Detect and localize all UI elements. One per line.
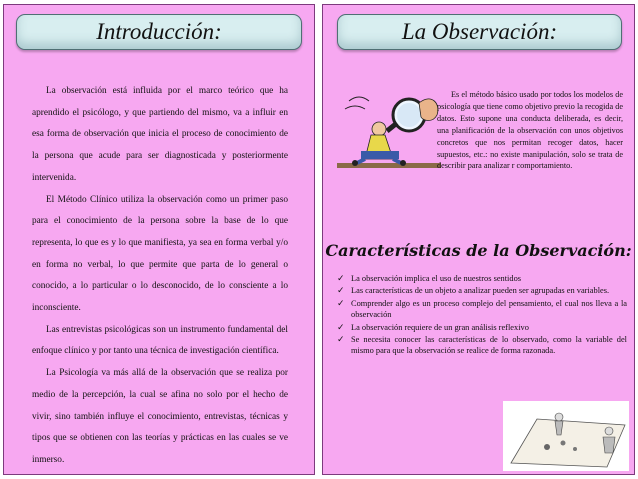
checkmark-icon: ✓ xyxy=(337,285,345,296)
checkmark-icon: ✓ xyxy=(337,334,345,345)
children-play-illustration xyxy=(503,401,629,471)
characteristics-list xyxy=(337,273,627,358)
list-item: ✓ La observación implica el uso de nuestros sentidos xyxy=(337,273,522,283)
checkmark-icon: ✓ xyxy=(337,273,345,283)
magnifying-glass-illustration xyxy=(335,89,445,177)
characteristics-title: Características de la Observación: xyxy=(325,241,632,260)
list-item: ✓ Las características de un objeto a analizar pueden ser agrupadas en variables. xyxy=(337,285,610,296)
paragraph: El Método Clínico utiliza la observación como un primer paso para el conocimiento de la persona sobre la base de lo que representa, lo que es y lo que manifiesta, ya sea en forma verbal y/o en forma no verbal, lo que permite que parta de lo general o conocido, a lo particular o lo desconocido, de lo consciente a lo inconsciente. xyxy=(32,194,288,314)
introduction-title: Introducción: xyxy=(16,14,302,50)
list-item: ✓ Comprender algo es un proceso complejo del pensamiento, el cual nos lleva a la observación xyxy=(337,297,627,320)
paragraph: Es el método básico usado por todos los modelos de psicología que tiene como objetivo previo la recogida de datos. Esto supone una conducta deliberada, es decir, una planificación de la observación con unos objetivos concretos que nos permitan recoger datos, hacer supuestos, etc.: no existe manipulación, solo se trata de describir para analizar r comportamiento. xyxy=(437,90,623,171)
observation-title: La Observación: xyxy=(337,14,622,50)
paragraph: La Psicología va más allá de la observación que se realiza por medio de la percepción, la cual se afina no solo por el hecho de vivir, sino también influye el conocimiento, entrevistas, técnicas y tipos que se obtienen con las teorías y prácticas en las cuales se ve inmerso. xyxy=(32,368,288,465)
observation-description xyxy=(437,89,623,172)
paragraph: Las entrevistas psicológicas son un instrumento fundamental del enfoque clínico y por tanto una técnica de investigación científica. xyxy=(32,324,288,357)
introduction-text xyxy=(32,81,288,472)
introduction-panel xyxy=(3,4,315,475)
list-item: ✓ Se necesita conocer las características de lo observado, como la variable del mismo para que la observación se realice de forma razonada. xyxy=(337,334,627,356)
list-item: ✓ La observación requiere de un gran análisis reflexivo xyxy=(337,321,529,332)
observation-panel xyxy=(322,4,635,475)
checkmark-icon: ✓ xyxy=(337,297,345,308)
paragraph: La observación está influida por el marco teórico que ha aprendido el psicólogo, y que partiendo del mismo, va a influir en esa forma de observación que inicia el proceso de conocimiento de la persona que acude para ser diagnosticada y posteriormente intervenida. xyxy=(32,86,288,183)
checkmark-icon: ✓ xyxy=(337,321,345,332)
